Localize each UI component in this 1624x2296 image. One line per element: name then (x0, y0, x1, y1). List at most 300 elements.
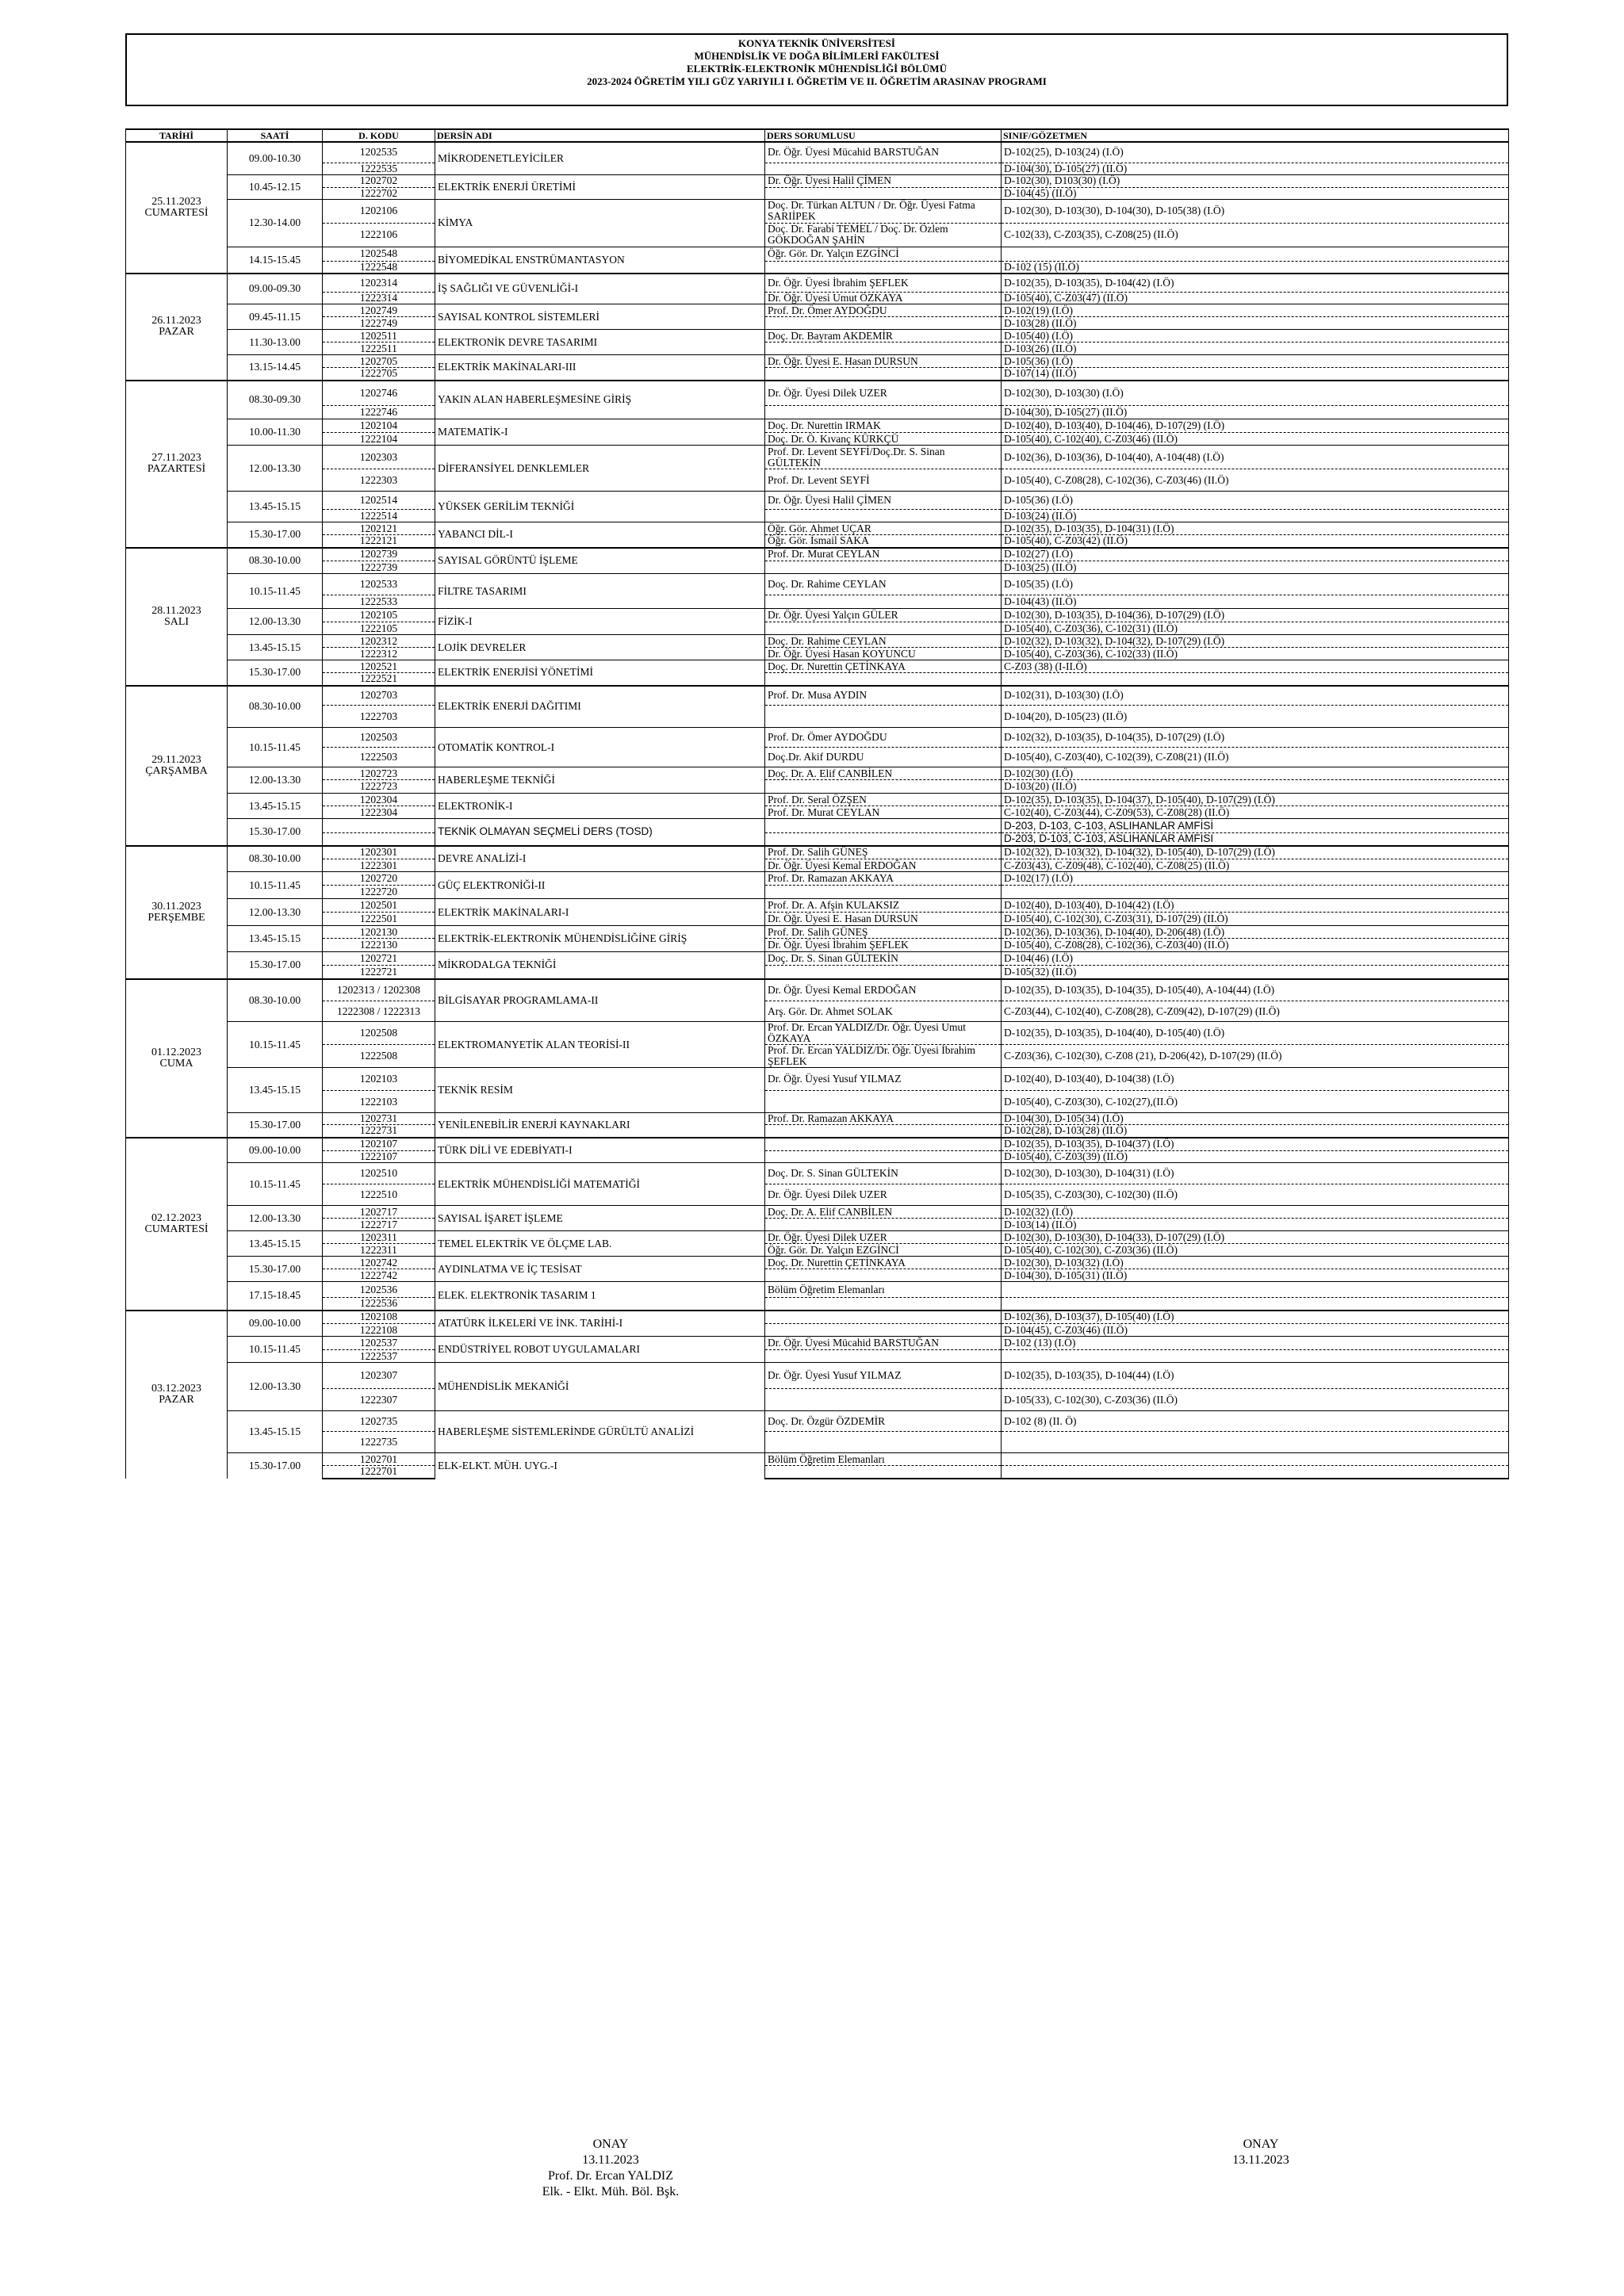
course-code: 1222735 (323, 1432, 435, 1453)
exam-date: 02.12.2023 (151, 1211, 201, 1224)
course-code: 1222104 (323, 433, 435, 446)
exam-time: 10.45-12.15 (228, 174, 323, 199)
table-row (126, 330, 1509, 342)
room-assignment: D-105(40), C-Z03(36), C-102(31) (II.Ö) (1002, 622, 1509, 635)
approval-label: ONAY (1243, 2137, 1279, 2151)
exam-time: 15.30-17.00 (228, 1257, 323, 1282)
room-assignment: D-103(14) (II.Ö) (1002, 1219, 1509, 1231)
table-row (126, 535, 1509, 548)
room-assignment: D-102(32), D-103(32), D-104(32), D-105(40), D-107(29) (I.Ö) (1002, 846, 1509, 859)
exam-weekday: PAZAR (159, 1394, 194, 1406)
room-assignment: D-104(30), D-105(34) (I.Ö) (1002, 1113, 1509, 1125)
exam-date-cell (126, 548, 228, 686)
exam-weekday: PERŞEMBE (147, 911, 205, 924)
course-name: ENDÜSTRİYEL ROBOT UYGULAMALARI (435, 1337, 765, 1363)
course-code: 1202314 (323, 274, 435, 293)
exam-time: 12.00-13.30 (228, 1206, 323, 1231)
room-assignment: D-102(40), D-103(40), D-104(46), D-107(29) (I.Ö) (1002, 419, 1509, 433)
room-assignment: D-102(30), D-103(30), D-104(33), D-107(29) (I.Ö) (1002, 1231, 1509, 1244)
course-instructor: Öğr. Gör. Ahmet UÇAR (765, 522, 1002, 535)
course-instructor (765, 595, 1002, 609)
course-instructor: Prof. Dr. Ercan YALDIZ/Dr. Öğr. Üyesi İbrahim ŞEFLEK (765, 1045, 1002, 1068)
course-code: 1202501 (323, 899, 435, 913)
course-code: 1202521 (323, 660, 435, 673)
exam-time: 10.15-11.45 (228, 1022, 323, 1068)
exam-time: 12.00-13.30 (228, 1363, 323, 1411)
course-instructor (765, 1466, 1002, 1479)
course-name: TEKNİK RESİM (435, 1068, 765, 1113)
course-name: FİZİK-I (435, 609, 765, 635)
table-row (126, 355, 1509, 368)
course-name: HABERLEŞME TEKNİĞİ (435, 767, 765, 794)
exam-time: 12.00-13.30 (228, 446, 323, 492)
room-assignment: C-Z03 (38) (I-II.Ö) (1002, 660, 1509, 673)
course-instructor: Doç. Dr. A. Elif CANBİLEN (765, 1206, 1002, 1219)
course-instructor: Prof. Dr. Ömer AYDOĞDU (765, 728, 1002, 748)
room-assignment: D-104(45) (II.Ö) (1002, 187, 1509, 199)
course-instructor (765, 819, 1002, 833)
course-code: 1222314 (323, 293, 435, 304)
course-name: MİKRODENETLEYİCİLER (435, 142, 765, 174)
room-assignment: D-102(35), D-103(35), D-104(35), D-105(40), A-104(44) (I.Ö) (1002, 979, 1509, 1001)
course-instructor: Doç. Dr. Nurettin ÇETİNKAYA (765, 1257, 1002, 1269)
course-code: 1222503 (323, 748, 435, 767)
exam-time: 10.15-11.45 (228, 1163, 323, 1206)
course-name: ELEKTRİK MAKİNALARI-I (435, 899, 765, 926)
course-code: 1222106 (323, 223, 435, 247)
room-assignment: D-103(28) (II.Ö) (1002, 317, 1509, 330)
room-assignment: D-105(40), C-Z08(28), C-102(36), C-Z03(46) (II.Ö) (1002, 469, 1509, 492)
column-header-course-name: DERSİN ADI (435, 129, 765, 142)
room-assignment: D-105(40), C-Z03(36), C-102(33) (II.Ö) (1002, 648, 1509, 660)
table-row (126, 833, 1509, 846)
course-instructor: Öğr. Gör. Dr. Yalçın EZGİNCİ (765, 247, 1002, 261)
table-row (126, 1206, 1509, 1219)
table-row (126, 1432, 1509, 1453)
course-code: 1202503 (323, 728, 435, 748)
course-code: 1222702 (323, 187, 435, 199)
course-name: YENİLENEBİLİR ENERJİ KAYNAKLARI (435, 1113, 765, 1138)
course-code: 1202535 (323, 142, 435, 163)
course-instructor (765, 1269, 1002, 1282)
room-assignment: D-105(40), C-102(30), C-Z03(31), D-107(29) (II.Ö) (1002, 913, 1509, 926)
course-instructor: Dr. Öğr. Üyesi Kemal ERDOĞAN (765, 859, 1002, 872)
room-assignment: D-102(19) (I.Ö) (1002, 304, 1509, 317)
exam-date-cell (126, 686, 228, 846)
course-instructor (765, 561, 1002, 574)
course-code: 1202304 (323, 794, 435, 806)
course-instructor: Dr. Öğr. Üyesi Halil ÇİMEN (765, 492, 1002, 510)
exam-weekday: CUMARTESİ (144, 206, 209, 219)
course-instructor: Dr. Öğr. Üyesi Dilek UZER (765, 1231, 1002, 1244)
course-code: 1202739 (323, 548, 435, 561)
exam-time: 11.30-13.00 (228, 330, 323, 355)
course-code: 1222703 (323, 706, 435, 728)
course-name: TEKNİK OLMAYAN SEÇMELİ DERS (TOSD) (435, 819, 765, 846)
course-name: GÜÇ ELEKTRONİĞİ-II (435, 872, 765, 899)
column-header-instructor: DERS SORUMLUSU (765, 129, 1002, 142)
course-code: 1222103 (323, 1091, 435, 1113)
exam-time: 09.45-11.15 (228, 304, 323, 330)
table-row (126, 794, 1509, 806)
room-assignment: D-102(36), D-103(36), D-104(40), D-206(48) (I.Ö) (1002, 926, 1509, 939)
table-row (126, 1298, 1509, 1311)
course-instructor (765, 368, 1002, 381)
course-name: ELEKTRONİK-I (435, 794, 765, 819)
course-instructor: Dr. Öğr. Üyesi Kemal ERDOĞAN (765, 979, 1002, 1001)
course-instructor (765, 1324, 1002, 1337)
course-code: 1202312 (323, 635, 435, 648)
course-instructor (765, 886, 1002, 899)
room-assignment: D-102(28), D-103(28) (II.Ö) (1002, 1125, 1509, 1138)
course-instructor: Doç. Dr. Rahime CEYLAN (765, 635, 1002, 648)
course-code: 1202511 (323, 330, 435, 342)
course-code (323, 833, 435, 846)
course-instructor: Doç. Dr. Nurettin IRMAK (765, 419, 1002, 433)
course-instructor: Dr. Öğr. Üyesi İbrahim ŞEFLEK (765, 939, 1002, 952)
course-instructor: Doç. Dr. Nurettin ÇETİNKAYA (765, 660, 1002, 673)
course-instructor: Doç. Dr. Ö. Kıvanç KÜRKÇÜ (765, 433, 1002, 446)
course-code: 1222705 (323, 368, 435, 381)
room-assignment: D-105(40), C-102(30), C-Z03(36) (II.Ö) (1002, 1244, 1509, 1257)
table-row (126, 1163, 1509, 1184)
course-code: 1202723 (323, 767, 435, 780)
room-assignment: D-102 (8) (II. Ö) (1002, 1411, 1509, 1432)
exam-time: 08.30-10.00 (228, 846, 323, 872)
course-code: 1202731 (323, 1113, 435, 1125)
room-assignment: D-102(30), D103(30) (I.Ö) (1002, 174, 1509, 187)
course-name: ELK-ELKT. MÜH. UYG.-I (435, 1453, 765, 1479)
course-name: YAKIN ALAN HABERLEŞMESİNE GİRİŞ (435, 381, 765, 419)
course-name: KİMYA (435, 199, 765, 247)
course-code: 1202307 (323, 1363, 435, 1389)
table-row (126, 819, 1509, 833)
room-assignment: D-102(31), D-103(30) (I.Ö) (1002, 686, 1509, 706)
course-instructor: Prof. Dr. Levent SEYFİ/Doç.Dr. S. Sinan GÜLTEKİN (765, 446, 1002, 469)
course-instructor (765, 1298, 1002, 1311)
course-code: 1222749 (323, 317, 435, 330)
course-instructor (765, 673, 1002, 686)
table-row (126, 293, 1509, 304)
table-row (126, 317, 1509, 330)
room-assignment: D-102(35), D-103(35), D-104(37), D-105(40), D-107(29) (I.Ö) (1002, 794, 1509, 806)
table-row (126, 660, 1509, 673)
course-name: SAYISAL KONTROL SİSTEMLERİ (435, 304, 765, 330)
course-name: BİLGİSAYAR PROGRAMLAMA-II (435, 979, 765, 1022)
course-instructor: Doç. Dr. Farabi TEMEL / Doç. Dr. Özlem GÖKDOĞAN ŞAHİN (765, 223, 1002, 247)
exam-date-cell (126, 1138, 228, 1311)
table-row (126, 548, 1509, 561)
exam-time: 13.45-15.15 (228, 794, 323, 819)
course-code: 1222742 (323, 1269, 435, 1282)
course-instructor: Prof. Dr. Murat CEYLAN (765, 806, 1002, 819)
course-instructor: Dr. Öğr. Üyesi E. Hasan DURSUN (765, 913, 1002, 926)
course-code: 1222105 (323, 622, 435, 635)
room-assignment: D-102(17) (I.Ö) (1002, 872, 1509, 886)
table-row (126, 406, 1509, 419)
course-instructor: Dr. Öğr. Üyesi Halil ÇİMEN (765, 174, 1002, 187)
course-code: 1202720 (323, 872, 435, 886)
course-name: AYDINLATMA VE İÇ TESİSAT (435, 1257, 765, 1282)
table-row (126, 1363, 1509, 1389)
table-row (126, 926, 1509, 939)
exam-time: 10.15-11.45 (228, 1337, 323, 1363)
exam-time: 08.30-09.30 (228, 381, 323, 419)
room-assignment: D-102(35), D-103(35), D-104(44) (I.Ö) (1002, 1363, 1509, 1389)
room-assignment: D-102(25), D-103(24) (I.Ö) (1002, 142, 1509, 163)
exam-time: 15.30-17.00 (228, 819, 323, 846)
room-assignment: D-103(26) (II.Ö) (1002, 342, 1509, 355)
course-instructor (765, 342, 1002, 355)
table-row (126, 1411, 1509, 1432)
document-header (125, 33, 1508, 106)
room-assignment (1002, 1466, 1509, 1479)
table-row (126, 939, 1509, 952)
room-assignment (1002, 1298, 1509, 1311)
course-name: ELEKTRİK ENERJİ DAĞITIMI (435, 686, 765, 728)
course-code: 1222121 (323, 535, 435, 548)
room-assignment: D-104(46) (I.Ö) (1002, 952, 1509, 966)
course-code: 1222130 (323, 939, 435, 952)
course-code: 1222301 (323, 859, 435, 872)
room-assignment: C-Z03(43), C-Z09(48), C-102(40), C-Z08(25) (II.Ö) (1002, 859, 1509, 872)
course-code: 1202702 (323, 174, 435, 187)
room-assignment: D-105(32) (II.Ö) (1002, 966, 1509, 979)
room-assignment (1002, 1453, 1509, 1466)
course-code: 1202303 (323, 446, 435, 469)
course-instructor: Dr. Öğr. Üyesi Mücahid BARSTUĞAN (765, 142, 1002, 163)
table-row (126, 1466, 1509, 1479)
table-row (126, 187, 1509, 199)
course-name: OTOMATİK KONTROL-I (435, 728, 765, 767)
course-name: DİFERANSİYEL DENKLEMLER (435, 446, 765, 492)
table-row (126, 780, 1509, 794)
room-assignment: D-103(24) (II.Ö) (1002, 510, 1509, 522)
course-name: DEVRE ANALİZİ-I (435, 846, 765, 872)
room-assignment: D-107(14) (II.Ö) (1002, 368, 1509, 381)
course-code: 1222107 (323, 1151, 435, 1163)
course-instructor: Bölüm Öğretim Elemanları (765, 1282, 1002, 1298)
course-name: FİLTRE TASARIMI (435, 574, 765, 609)
course-instructor (765, 780, 1002, 794)
room-assignment: D-102(40), D-103(40), D-104(38) (I.Ö) (1002, 1068, 1509, 1091)
course-code: 1222537 (323, 1350, 435, 1363)
table-row (126, 686, 1509, 706)
exam-time: 15.30-17.00 (228, 660, 323, 686)
table-row (126, 806, 1509, 819)
table-row (126, 1350, 1509, 1363)
course-code: 1202301 (323, 846, 435, 859)
table-row (126, 595, 1509, 609)
course-code: 1202717 (323, 1206, 435, 1219)
table-row (126, 163, 1509, 174)
room-assignment (1002, 1350, 1509, 1363)
exam-time: 08.30-10.00 (228, 686, 323, 728)
column-header-code: D. KODU (323, 129, 435, 142)
exam-time: 12.30-14.00 (228, 199, 323, 247)
course-code: 1222312 (323, 648, 435, 660)
table-row (126, 1113, 1509, 1125)
table-row (126, 609, 1509, 622)
course-instructor (765, 966, 1002, 979)
table-row (126, 1231, 1509, 1244)
table-row (126, 913, 1509, 926)
table-row (126, 1045, 1509, 1068)
room-assignment (1002, 673, 1509, 686)
room-assignment: D-102(30), D-103(32) (I.Ö) (1002, 1257, 1509, 1269)
room-assignment (1002, 886, 1509, 899)
course-instructor: Dr. Öğr. Üyesi Dilek UZER (765, 1184, 1002, 1206)
exam-time: 13.45-15.15 (228, 926, 323, 952)
course-instructor: Dr. Öğr. Üyesi E. Hasan DURSUN (765, 355, 1002, 368)
course-code: 1222108 (323, 1324, 435, 1337)
table-row (126, 1337, 1509, 1350)
course-instructor: Arş. Gör. Dr. Ahmet SOLAK (765, 1001, 1002, 1022)
course-code: 1222739 (323, 561, 435, 574)
course-code: 1222720 (323, 886, 435, 899)
room-assignment: D-102(30), D-103(30), D-104(30), D-105(38) (I.Ö) (1002, 199, 1509, 223)
course-instructor (765, 1091, 1002, 1113)
table-row (126, 1022, 1509, 1045)
course-instructor: Dr. Öğr. Üyesi Yusuf YILMAZ (765, 1068, 1002, 1091)
course-instructor: Doç. Dr. S. Sinan GÜLTEKİN (765, 1163, 1002, 1184)
exam-time: 09.00-10.00 (228, 1311, 323, 1337)
table-row (126, 1389, 1509, 1411)
course-instructor: Doç. Dr. Bayram AKDEMİR (765, 330, 1002, 342)
table-row (126, 952, 1509, 966)
course-code: 1222304 (323, 806, 435, 819)
room-assignment: D-105(36) (I.Ö) (1002, 492, 1509, 510)
room-assignment: D-105(40), C-Z03(40), C-102(39), C-Z08(21) (II.Ö) (1002, 748, 1509, 767)
exam-date: 28.11.2023 (151, 604, 201, 617)
course-code: 1222535 (323, 163, 435, 174)
exam-time: 08.30-10.00 (228, 979, 323, 1022)
table-row (126, 846, 1509, 859)
room-assignment: D-102(36), D-103(37), D-105(40) (I.Ö) (1002, 1311, 1509, 1324)
table-row (126, 1282, 1509, 1298)
room-assignment: D-105(40), C-102(40), C-Z03(46) (II.Ö) (1002, 433, 1509, 446)
course-instructor: Prof. Dr. Levent SEYFİ (765, 469, 1002, 492)
exam-date-cell (126, 274, 228, 381)
table-row (126, 469, 1509, 492)
course-code: 1222508 (323, 1045, 435, 1068)
approval-date: 13.11.2023 (1232, 2153, 1289, 2167)
course-name: ELEKTRİK ENERJİSİ YÖNETİMİ (435, 660, 765, 686)
exam-date-cell (126, 846, 228, 979)
exam-time: 12.00-13.30 (228, 767, 323, 794)
course-instructor: Dr. Öğr. Üyesi Mücahid BARSTUĞAN (765, 1337, 1002, 1350)
exam-time: 09.00-10.00 (228, 1138, 323, 1163)
course-instructor (765, 510, 1002, 522)
course-code: 1202514 (323, 492, 435, 510)
course-instructor (765, 1151, 1002, 1163)
table-row (126, 859, 1509, 872)
exam-date-cell (126, 979, 228, 1138)
exam-weekday: PAZARTESİ (147, 463, 206, 475)
exam-time: 17.15-18.45 (228, 1282, 323, 1311)
table-row (126, 561, 1509, 574)
table-row (126, 748, 1509, 767)
approver-title: Elk. - Elkt. Müh. Böl. Bşk. (542, 2185, 680, 2198)
course-name: ELEKTRİK-ELEKTRONİK MÜHENDİSLİĞİNE GİRİŞ (435, 926, 765, 952)
exam-time: 15.30-17.00 (228, 522, 323, 548)
room-assignment: D-105(40), C-Z03(47) (II.Ö) (1002, 293, 1509, 304)
approver-name: Prof. Dr. Ercan YALDIZ (547, 2169, 674, 2183)
table-row (126, 979, 1509, 1001)
course-name: ELEK. ELEKTRONİK TASARIM 1 (435, 1282, 765, 1311)
table-row (126, 1068, 1509, 1091)
course-code: 1222548 (323, 261, 435, 274)
course-name: ELEKTRONİK DEVRE TASARIMI (435, 330, 765, 355)
course-instructor: Doç. Dr. Rahime CEYLAN (765, 574, 1002, 595)
course-instructor: Öğr. Gör. Dr. Yalçın EZGİNCİ (765, 1244, 1002, 1257)
exam-time: 14.15-15.45 (228, 247, 323, 274)
course-code: 1222721 (323, 966, 435, 979)
table-row (126, 510, 1509, 522)
course-instructor: Prof. Dr. Seral ÖZŞEN (765, 794, 1002, 806)
room-assignment: D-102(35), D-103(35), D-104(40), D-105(40) (I.Ö) (1002, 1022, 1509, 1045)
room-assignment: D-105(36) (I.Ö) (1002, 355, 1509, 368)
room-assignment (1002, 1282, 1509, 1298)
room-assignment: D-102(30), D-103(35), D-104(36), D-107(29) (I.Ö) (1002, 609, 1509, 622)
exam-date-cell (126, 1311, 228, 1479)
course-code: 1202106 (323, 199, 435, 223)
course-name: MATEMATİK-I (435, 419, 765, 446)
course-code: 1222514 (323, 510, 435, 522)
course-instructor: Prof. Dr. Ercan YALDIZ/Dr. Öğr. Üyesi Umut ÖZKAYA (765, 1022, 1002, 1045)
table-row (126, 1244, 1509, 1257)
table-row (126, 1269, 1509, 1282)
exam-date-cell (126, 142, 228, 274)
exam-time: 10.15-11.45 (228, 574, 323, 609)
course-name: ELEKTROMANYETİK ALAN TEORİSİ-II (435, 1022, 765, 1068)
exam-weekday: CUMA (159, 1057, 193, 1070)
table-row (126, 142, 1509, 163)
exam-time: 13.45-15.15 (228, 1068, 323, 1113)
course-code: 1202108 (323, 1311, 435, 1324)
course-instructor: Prof. Dr. A. Afşin KULAKSIZ (765, 899, 1002, 913)
room-assignment: D-102(32) (I.Ö) (1002, 1206, 1509, 1219)
course-name: YÜKSEK GERİLİM TEKNİĞİ (435, 492, 765, 522)
course-name: ATATÜRK İLKELERİ VE İNK. TARİHİ-I (435, 1311, 765, 1337)
course-name: HABERLEŞME SİSTEMLERİNDE GÜRÜLTÜ ANALİZİ (435, 1411, 765, 1453)
table-row (126, 247, 1509, 261)
exam-date: 29.11.2023 (151, 753, 201, 766)
exam-time: 10.15-11.45 (228, 728, 323, 767)
course-code: 1222511 (323, 342, 435, 355)
course-code: 1202749 (323, 304, 435, 317)
table-row (126, 1219, 1509, 1231)
table-row (126, 966, 1509, 979)
exam-time: 09.00-09.30 (228, 274, 323, 304)
room-assignment: D-105(35), C-Z03(30), C-102(30) (II.Ö) (1002, 1184, 1509, 1206)
room-assignment: D-203, D-103, C-103, ASLIHANLAR AMFİSİ (1002, 819, 1509, 833)
table-row (126, 304, 1509, 317)
table-row (126, 1257, 1509, 1269)
room-assignment: D-105(40), C-Z03(42) (II.Ö) (1002, 535, 1509, 548)
exam-date: 03.12.2023 (151, 1383, 201, 1395)
room-assignment: C-102(33), C-Z03(35), C-Z08(25) (II.Ö) (1002, 223, 1509, 247)
course-code: 1222717 (323, 1219, 435, 1231)
course-name: SAYISAL İŞARET İŞLEME (435, 1206, 765, 1231)
table-row (126, 886, 1509, 899)
room-assignment: D-104(45), C-Z03(46) (II.Ö) (1002, 1324, 1509, 1337)
course-code: 1202105 (323, 609, 435, 622)
course-instructor: Doç.Dr. Akif DURDU (765, 748, 1002, 767)
column-header-date: TARİHİ (126, 129, 228, 142)
course-instructor (765, 187, 1002, 199)
exam-weekday: ÇARŞAMBA (145, 764, 208, 777)
